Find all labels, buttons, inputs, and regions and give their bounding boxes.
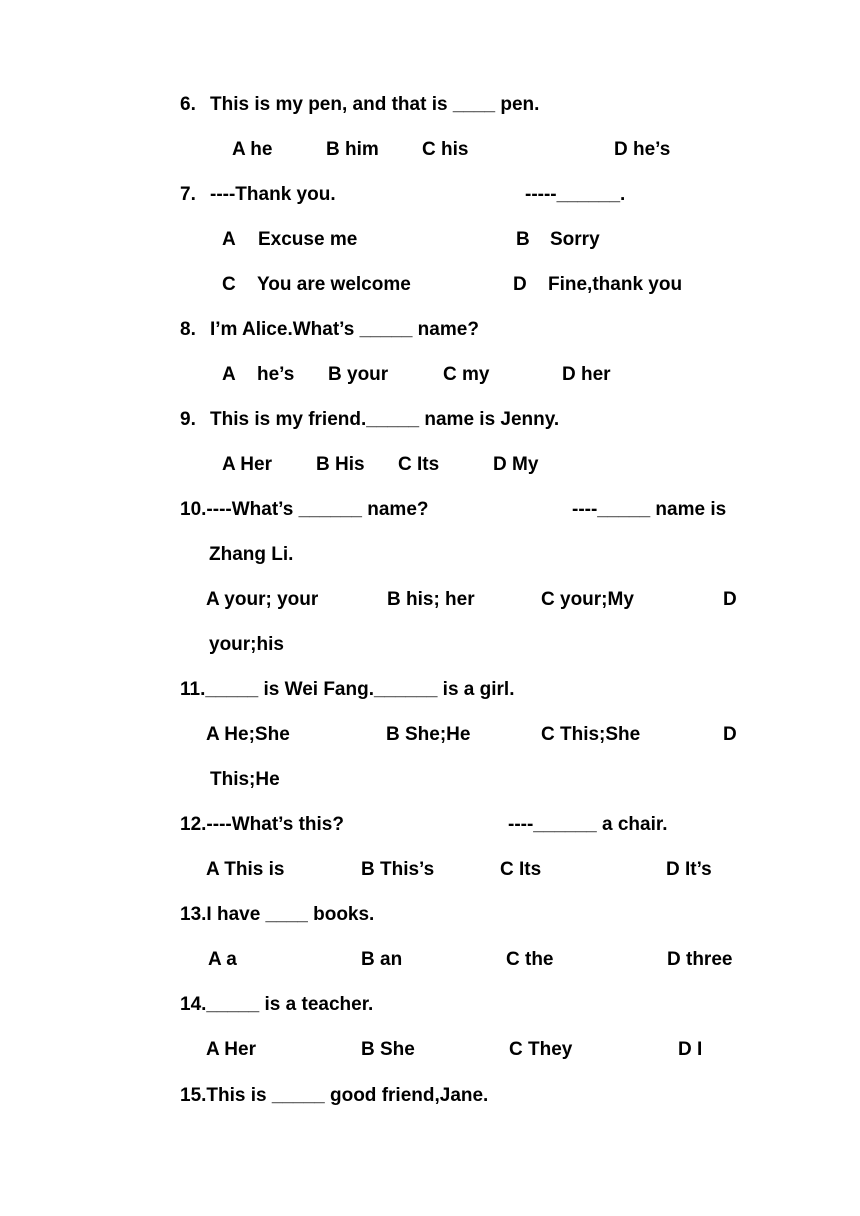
option-a-text: Excuse me	[258, 229, 358, 250]
question-7-stem	[0, 183, 626, 207]
option-d: D It’s	[666, 859, 712, 880]
question-text: I’m Alice.What’s _____ name?	[210, 319, 479, 340]
option-b: B an	[361, 949, 403, 970]
option-d-text: Fine,thank you	[548, 274, 683, 295]
question-6-options	[0, 138, 671, 162]
question-text: This is my friend._____ name is Jenny.	[210, 409, 560, 430]
response-blank: -----______.	[525, 184, 626, 205]
option-c: C Its	[500, 859, 542, 880]
question-12-stem	[0, 813, 668, 837]
option-a: A Her	[206, 1039, 256, 1060]
option-b: B his; her	[387, 589, 475, 610]
question-12-options	[0, 858, 712, 882]
question-8-options	[0, 363, 611, 387]
option-a: A He;She	[206, 724, 290, 745]
option-a-letter: A	[222, 364, 236, 385]
question-number: 6.	[180, 94, 196, 115]
question-text: 15.This is _____ good friend,Jane.	[180, 1085, 489, 1106]
option-a-letter: A	[222, 229, 236, 250]
option-c: C This;She	[541, 724, 641, 745]
question-text: 13.I have ____ books.	[180, 904, 375, 925]
option-d-letter: D	[723, 724, 737, 745]
question-text-cont: Zhang Li.	[209, 544, 294, 565]
option-b: B your	[328, 364, 389, 385]
option-b-letter: B	[516, 229, 530, 250]
question-15-stem	[0, 1084, 489, 1108]
option-c-text: You are welcome	[257, 274, 411, 295]
question-number: 7.	[180, 184, 196, 205]
question-11-stem	[0, 678, 515, 702]
option-d-text: your;his	[209, 634, 284, 655]
question-7-options-row2	[0, 273, 683, 297]
option-d: D My	[493, 454, 539, 475]
option-b-text: Sorry	[550, 229, 600, 250]
question-9-options	[0, 453, 539, 477]
question-6-stem	[0, 93, 540, 117]
question-number: 8.	[180, 319, 196, 340]
option-c: C his	[422, 139, 469, 160]
response-blank: ----______ a chair.	[508, 814, 668, 835]
question-11-options-cont	[0, 768, 280, 792]
option-b: B His	[316, 454, 365, 475]
question-14-options	[0, 1038, 703, 1062]
question-text: 10.----What’s ______ name?	[180, 499, 429, 520]
option-c: C the	[506, 949, 554, 970]
option-b: B She	[361, 1039, 415, 1060]
question-13-options	[0, 948, 733, 972]
option-b: B This’s	[361, 859, 435, 880]
question-text: This is my pen, and that is ____ pen.	[210, 94, 540, 115]
option-c: C my	[443, 364, 490, 385]
option-d: D I	[678, 1039, 703, 1060]
option-d: D her	[562, 364, 611, 385]
option-a: A This is	[206, 859, 285, 880]
option-c: C Its	[398, 454, 440, 475]
question-number: 9.	[180, 409, 196, 430]
question-10-stem-cont	[0, 543, 294, 567]
response-blank: ----_____ name is	[572, 499, 727, 520]
option-d-letter: D	[723, 589, 737, 610]
option-d-text: This;He	[210, 769, 280, 790]
option-c-letter: C	[222, 274, 236, 295]
question-text: ----Thank you.	[210, 184, 336, 205]
question-8-stem	[0, 318, 479, 342]
option-b: B him	[326, 139, 379, 160]
option-d-letter: D	[513, 274, 527, 295]
question-text: 14._____ is a teacher.	[180, 994, 374, 1015]
option-b: B She;He	[386, 724, 471, 745]
option-c: C your;My	[541, 589, 634, 610]
question-13-stem	[0, 903, 375, 927]
question-14-stem	[0, 993, 374, 1017]
question-7-options-row1	[0, 228, 600, 252]
option-d: D three	[667, 949, 733, 970]
question-text: 11._____ is Wei Fang.______ is a girl.	[180, 679, 515, 700]
option-a: A your; your	[206, 589, 319, 610]
question-11-options	[0, 723, 737, 747]
option-a-text: he’s	[257, 364, 295, 385]
option-d: D he’s	[614, 139, 671, 160]
question-10-stem	[0, 498, 727, 522]
question-text: 12.----What’s this?	[180, 814, 344, 835]
option-a: A he	[232, 139, 273, 160]
option-a: A Her	[222, 454, 272, 475]
option-c: C They	[509, 1039, 573, 1060]
question-10-options-cont	[0, 633, 284, 657]
option-a: A a	[208, 949, 237, 970]
question-9-stem	[0, 408, 560, 432]
question-10-options	[0, 588, 737, 612]
